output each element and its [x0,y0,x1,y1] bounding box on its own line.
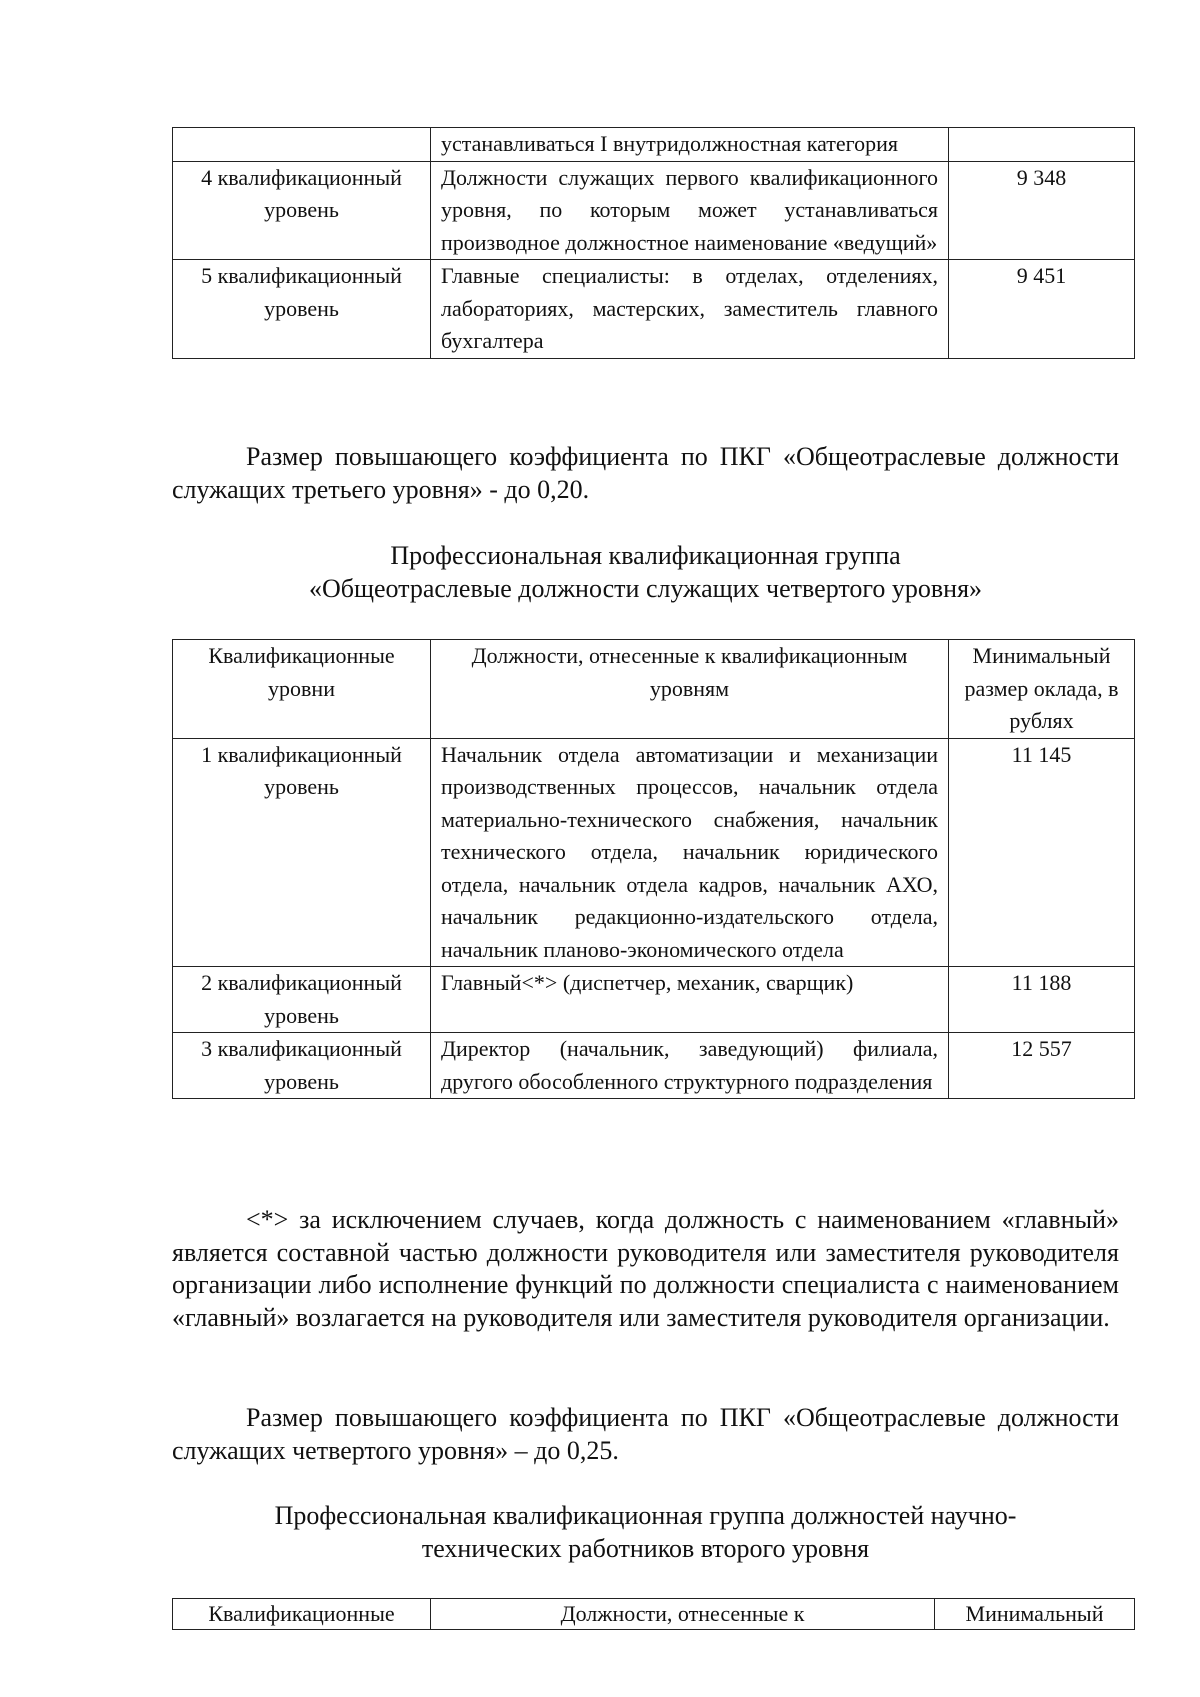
table-header-row [173,640,1135,739]
sci-group-title-line2: технических работников второго уровня [421,1534,870,1563]
salary-cell: 9 451 [949,260,1135,359]
level-cell [173,128,431,162]
table-row [173,128,1135,162]
level-cell: 4 квалификационный уровень [173,161,431,260]
header-positions: Должности, отнесенные к квалификационным уровням [431,640,949,739]
sci-group-title-line1: Профессиональная квалификационная группа должностей научно- [274,1501,1017,1530]
salary-cell: 12 557 [949,1033,1135,1099]
header-salary: Минимальный [935,1599,1135,1630]
coefficient-paragraph-level4: Размер повышающего коэффициента по ПКГ «Общеотраслевые должности служащих четвертого уровня» – до 0,25. [172,1403,1119,1465]
header-salary: Минимальный размер оклада, в рублях [949,640,1135,739]
table-sci-level2-header [172,1598,1135,1630]
level-cell: 2 квалификационный уровень [173,967,431,1033]
table-level3-continuation [172,127,1135,359]
table-header-row [173,1599,1135,1630]
positions-cell: устанавливаться I внутридолжностная категория [431,128,949,162]
footnote-paragraph: <*> за исключением случаев, когда должность с наименованием «главный» является составной частью должности руководителя или заместителя руководителя организации либо исполнение функций по должности специалиста с наименованием «главный» возлагается на руководителя или заместителя руководителя организации. [172,1205,1119,1332]
positions-cell: Начальник отдела автоматизации и механизации производственных процессов, начальник отдела материально-технического снабжения, начальник технического отдела, начальник юридического отдела, начальник отдела кадров, начальник АХО, начальник редакционно-издательского отдела, начальник планово-экономического отдела [431,738,949,967]
positions-cell: Директор (начальник, заведующий) филиала, другого обособленного структурного подразделения [431,1033,949,1099]
salary-cell: 11 145 [949,738,1135,967]
group4-title-line1: Профессиональная квалификационная группа [390,541,901,570]
group4-title-line2: «Общеотраслевые должности служащих четвертого уровня» [308,574,983,603]
header-level: Квалификационные уровни [173,640,431,739]
coefficient-paragraph-level3: Размер повышающего коэффициента по ПКГ «Общеотраслевые должности служащих третьего уровня» - до 0,20. [172,442,1119,504]
table-row [173,161,1135,260]
table-row [173,260,1135,359]
header-positions: Должности, отнесенные к [431,1599,935,1630]
level-cell: 5 квалификационный уровень [173,260,431,359]
level-cell: 3 квалификационный уровень [173,1033,431,1099]
positions-cell: Главные специалисты: в отделах, отделениях, лабораториях, мастерских, заместитель главного бухгалтера [431,260,949,359]
positions-cell: Главный<*> (диспетчер, механик, сварщик) [431,967,949,1033]
table-level4 [172,639,1135,1099]
header-level: Квалификационные [173,1599,431,1630]
table-row [173,1033,1135,1099]
salary-cell: 9 348 [949,161,1135,260]
salary-cell: 11 188 [949,967,1135,1033]
level-cell: 1 квалификационный уровень [173,738,431,967]
table-row [173,738,1135,967]
salary-cell [949,128,1135,162]
table-row [173,967,1135,1033]
positions-cell: Должности служащих первого квалификационного уровня, по которым может устанавливаться производное должностное наименование «ведущий» [431,161,949,260]
